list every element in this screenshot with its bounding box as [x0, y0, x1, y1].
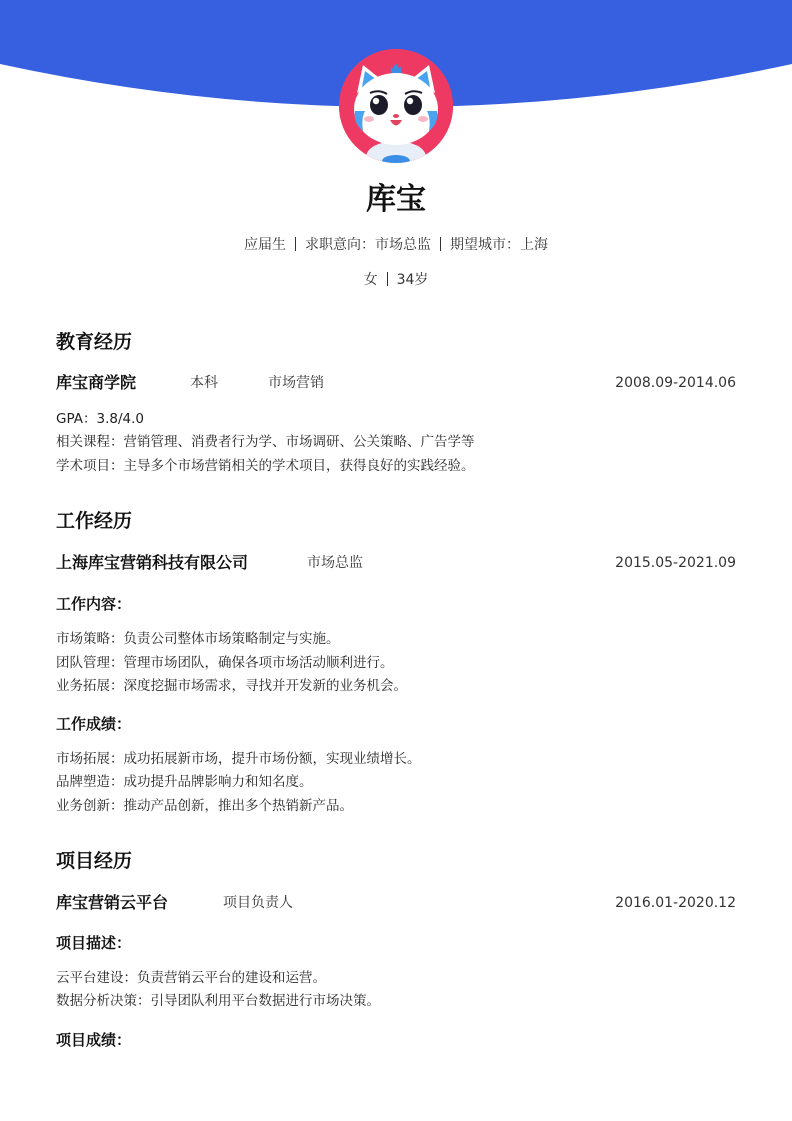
job-intent-text: 求职意向：市场总监: [305, 237, 431, 253]
project-entry-header: [56, 891, 736, 915]
school-name: 库宝商学院: [56, 373, 137, 392]
candidate-name: 库宝: [366, 182, 426, 217]
work-content-line: 团队管理：管理市场团队，确保各项市场活动顺利进行。: [56, 655, 394, 671]
work-content-line: 市场策略：负责公司整体市场策略制定与实施。: [56, 631, 340, 647]
profile-info-line: [0, 235, 792, 255]
project-section-title: 项目经历: [56, 850, 133, 872]
gender-text: 女: [363, 272, 378, 288]
education-entry-header: [56, 371, 736, 395]
divider: [295, 237, 296, 251]
project-desc-title: 项目描述：: [56, 934, 132, 952]
work-date: 2015.05-2021.09: [615, 555, 736, 571]
work-results-line: 市场拓展：成功拓展新市场，提升市场份额，实现业绩增长。: [56, 751, 421, 767]
cat-mascot-icon: [339, 49, 453, 163]
major-text: 市场营销: [268, 375, 324, 391]
status-text: 应届生: [244, 237, 286, 253]
degree-text: 本科: [190, 375, 218, 391]
position-text: 市场总监: [307, 555, 363, 571]
project-results-title: 项目成绩：: [56, 1031, 132, 1049]
education-date: 2008.09-2014.06: [615, 375, 736, 391]
education-line: 相关课程：营销管理、消费者行为学、市场调研、公关策略、广告学等: [56, 434, 475, 450]
education-line: GPA：3.8/4.0: [56, 411, 144, 427]
work-content-line: 业务拓展：深度挖掘市场需求，寻找并开发新的业务机会。: [56, 678, 407, 694]
avatar: [339, 49, 453, 163]
project-date: 2016.01-2020.12: [615, 895, 736, 911]
personal-info-line: [0, 270, 792, 290]
company-name: 上海库宝营销科技有限公司: [56, 553, 249, 572]
work-content-title: 工作内容：: [56, 595, 132, 613]
work-results-line: 业务创新：推动产品创新，推出多个热销新产品。: [56, 798, 353, 814]
work-results-title: 工作成绩：: [56, 715, 132, 733]
divider: [387, 272, 388, 286]
divider: [440, 237, 441, 251]
project-name: 库宝营销云平台: [56, 893, 169, 912]
project-role: 项目负责人: [223, 895, 293, 911]
work-entry-header: [56, 551, 736, 575]
age-text: 34岁: [396, 272, 429, 288]
project-desc-line: 数据分析决策：引导团队利用平台数据进行市场决策。: [56, 993, 380, 1009]
project-desc-line: 云平台建设：负责营销云平台的建设和运营。: [56, 970, 326, 986]
work-results-line: 品牌塑造：成功提升品牌影响力和知名度。: [56, 774, 313, 790]
city-text: 期望城市：上海: [450, 237, 548, 253]
education-line: 学术项目：主导多个市场营销相关的学术项目，获得良好的实践经验。: [56, 458, 475, 474]
education-section-title: 教育经历: [56, 331, 133, 353]
work-section-title: 工作经历: [56, 510, 133, 532]
